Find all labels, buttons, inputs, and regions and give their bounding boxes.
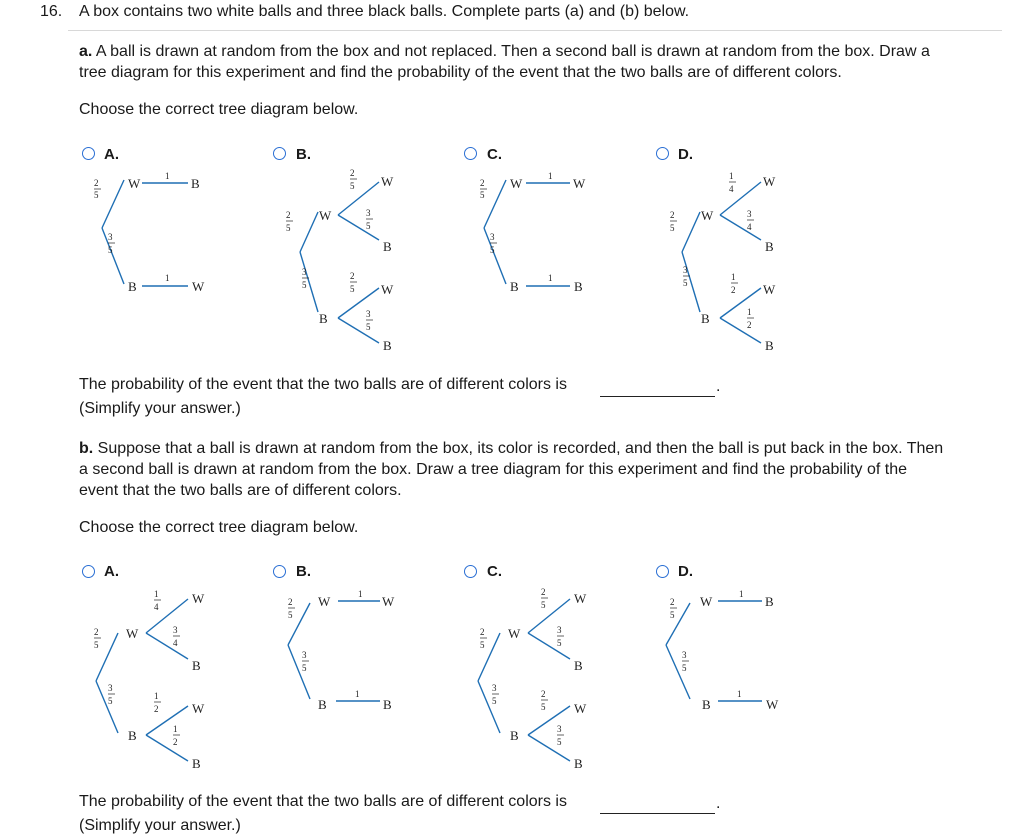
tree-branch [300,212,318,252]
prob-fraction: 5 [366,221,371,231]
prob-fraction: 2 [288,597,293,607]
prob-fraction: 3 [492,683,497,693]
part-b-period: . [716,795,721,812]
prob-fraction: 2 [350,271,355,281]
tree-b-a [88,585,218,775]
part-b-label: b. [79,440,94,457]
prob-fraction: 5 [366,322,371,332]
prob-fraction: 5 [350,181,355,191]
part-a-option-d-radio[interactable] [656,147,669,160]
node-label: B [574,756,583,771]
prob-fraction: 1 [154,691,159,701]
tree-branch [338,182,379,215]
prob-fraction: 2 [350,168,355,178]
prob-fraction: 1 [739,589,744,599]
prob-fraction: 5 [108,245,113,255]
divider [68,30,1002,31]
prob-fraction: 1 [737,689,742,699]
tree-branch [102,180,124,228]
part-a-period: . [716,378,721,395]
tree-branch [478,681,500,733]
tree-branch [484,180,506,228]
prob-fraction: 2 [747,320,752,330]
node-label: W [382,594,395,609]
node-label: W [574,591,587,606]
prob-fraction: 2 [670,597,675,607]
tree-branch [96,633,118,681]
prob-fraction: 5 [94,190,99,200]
node-label: B [765,239,774,254]
node-label: W [763,174,776,189]
part-b-option-c-label[interactable]: C. [487,563,502,580]
prob-fraction: 1 [548,273,553,283]
tree-branch [528,599,570,633]
tree-a-b [280,168,410,358]
node-label: W [766,697,779,712]
prob-fraction: 5 [683,278,688,288]
prob-fraction: 4 [729,184,734,194]
tree-a-a [88,168,218,298]
prob-fraction: 5 [350,284,355,294]
node-label: B [319,311,328,326]
part-b-choose: Choose the correct tree diagram below. [79,519,359,536]
part-b-prompt [79,438,994,501]
tree-branch [528,633,570,659]
prob-fraction: 3 [682,650,687,660]
prob-fraction: 2 [173,737,178,747]
node-label: W [763,282,776,297]
node-label: B [318,697,327,712]
tree-branch [528,706,570,735]
node-label: W [508,626,521,641]
part-a-option-c-label[interactable]: C. [487,146,502,163]
prob-fraction: 5 [541,702,546,712]
prob-fraction: 3 [366,208,371,218]
prob-fraction: 2 [480,178,485,188]
tree-a-c [470,168,600,298]
part-a-option-c-radio[interactable] [464,147,477,160]
node-label: W [700,594,713,609]
prob-fraction: 5 [541,600,546,610]
prob-fraction: 1 [731,272,736,282]
prob-fraction: 5 [302,663,307,673]
prob-fraction: 2 [541,689,546,699]
part-a-answer-prompt: The probability of the event that the two balls are of different colors is [79,376,567,393]
node-label: B [510,728,519,743]
prob-fraction: 3 [366,309,371,319]
prob-fraction: 1 [173,724,178,734]
node-label: B [574,658,583,673]
prob-fraction: 1 [165,171,170,181]
node-label: B [128,279,137,294]
tree-a-d [662,168,792,358]
prob-fraction: 3 [557,625,562,635]
prob-fraction: 1 [165,273,170,283]
node-label: W [574,701,587,716]
part-a-option-d-label[interactable]: D. [678,146,693,163]
prob-fraction: 5 [108,696,113,706]
prob-fraction: 3 [108,232,113,242]
prob-fraction: 2 [154,704,159,714]
prob-fraction: 1 [358,589,363,599]
prob-fraction: 5 [288,610,293,620]
prob-fraction: 3 [747,209,752,219]
node-label: W [573,176,586,191]
prob-fraction: 1 [747,307,752,317]
prob-fraction: 3 [683,265,688,275]
tree-branch [720,215,761,240]
node-label: B [383,338,392,353]
prob-fraction: 1 [154,589,159,599]
tree-branch [146,706,188,735]
part-a-prompt [79,41,994,83]
part-a-answer-input[interactable] [600,380,715,397]
node-label: B [128,728,137,743]
node-label: B [765,594,774,609]
tree-branch [720,318,761,343]
prob-fraction: 3 [302,650,307,660]
node-label: B [702,697,711,712]
part-b-option-b-label[interactable]: B. [296,563,311,580]
tree-b-c [470,585,600,775]
node-label: B [192,756,201,771]
prob-fraction: 1 [729,171,734,181]
prob-fraction: 2 [670,210,675,220]
tree-branch [102,228,124,284]
tree-branch [682,212,700,252]
prob-fraction: 5 [670,223,675,233]
prob-fraction: 5 [286,223,291,233]
prob-fraction: 5 [302,280,307,290]
tree-branch [484,228,506,284]
node-label: B [191,176,200,191]
part-b-option-c-radio[interactable] [464,565,477,578]
part-b-answer-prompt: The probability of the event that the two balls are of different colors is [79,793,567,810]
prob-fraction: 4 [747,222,752,232]
part-a-text-2: tree diagram for this experiment and find the probability of the event that the two balls are of different colors. [79,64,842,81]
node-label: B [574,279,583,294]
tree-branch [146,735,188,761]
part-b-option-d-label[interactable]: D. [678,563,693,580]
part-a-choose: Choose the correct tree diagram below. [79,101,359,118]
node-label: W [318,594,331,609]
node-label: W [192,591,205,606]
node-label: W [510,176,523,191]
prob-fraction: 5 [490,245,495,255]
node-label: W [701,208,714,223]
part-a-label: a. [79,43,93,60]
node-label: W [128,176,141,191]
part-b-answer-input[interactable] [600,797,715,814]
tree-branch [146,599,188,633]
part-b-option-d-radio[interactable] [656,565,669,578]
prob-fraction: 3 [302,267,307,277]
prob-fraction: 2 [94,627,99,637]
prob-fraction: 3 [173,625,178,635]
part-a-text-1: A ball is drawn at random from the box and not replaced. Then a second ball is drawn at random from the box. Draw a [92,43,930,60]
node-label: W [192,279,205,294]
tree-branch [720,288,761,318]
node-label: B [383,697,392,712]
prob-fraction: 5 [480,190,485,200]
prob-fraction: 2 [541,587,546,597]
tree-branch [720,182,761,215]
prob-fraction: 1 [548,171,553,181]
part-b-simplify-note: (Simplify your answer.) [79,817,241,834]
prob-fraction: 3 [108,683,113,693]
prob-fraction: 5 [557,638,562,648]
tree-branch [288,645,310,699]
prob-fraction: 4 [154,602,159,612]
node-label: W [192,701,205,716]
prob-fraction: 4 [173,638,178,648]
node-label: W [381,174,394,189]
tree-b-d [662,585,792,715]
tree-branch [146,633,188,659]
part-b-option-b-radio[interactable] [273,565,286,578]
prob-fraction: 2 [286,210,291,220]
prob-fraction: 5 [480,640,485,650]
part-b-option-a-label[interactable]: A. [104,563,119,580]
prob-fraction: 2 [731,285,736,295]
question-number: 16. [40,3,63,20]
prob-fraction: 5 [557,737,562,747]
tree-branch [338,288,379,318]
prob-fraction: 5 [670,610,675,620]
part-a-option-b-label[interactable]: B. [296,146,311,163]
part-b-text-2: a second ball is drawn at random from the box. Draw a tree diagram for this experiment and find the probability of the [79,461,907,478]
part-a-option-b-radio[interactable] [273,147,286,160]
prob-fraction: 5 [492,696,497,706]
prob-fraction: 3 [490,232,495,242]
node-label: W [126,626,139,641]
part-b-option-a-radio[interactable] [82,565,95,578]
tree-b-b [282,585,412,715]
part-a-option-a-radio[interactable] [82,147,95,160]
node-label: B [192,658,201,673]
prob-fraction: 5 [94,640,99,650]
tree-branch [338,318,379,343]
node-label: B [383,239,392,254]
part-b-text-3: event that the two balls are of different colors. [79,482,402,499]
prob-fraction: 1 [355,689,360,699]
part-a-option-a-label[interactable]: A. [104,146,119,163]
question-text: A box contains two white balls and three black balls. Complete parts (a) and (b) below. [79,3,690,20]
part-a-simplify-note: (Simplify your answer.) [79,400,241,417]
prob-fraction: 2 [94,178,99,188]
node-label: B [701,311,710,326]
prob-fraction: 3 [557,724,562,734]
prob-fraction: 2 [480,627,485,637]
node-label: B [510,279,519,294]
prob-fraction: 5 [682,663,687,673]
tree-branch [96,681,118,733]
part-b-text-1: Suppose that a ball is drawn at random from the box, its color is recorded, and then the ball is put back in the box. Then [93,440,944,457]
node-label: W [381,282,394,297]
node-label: B [765,338,774,353]
tree-branch [528,735,570,761]
node-label: W [319,208,332,223]
